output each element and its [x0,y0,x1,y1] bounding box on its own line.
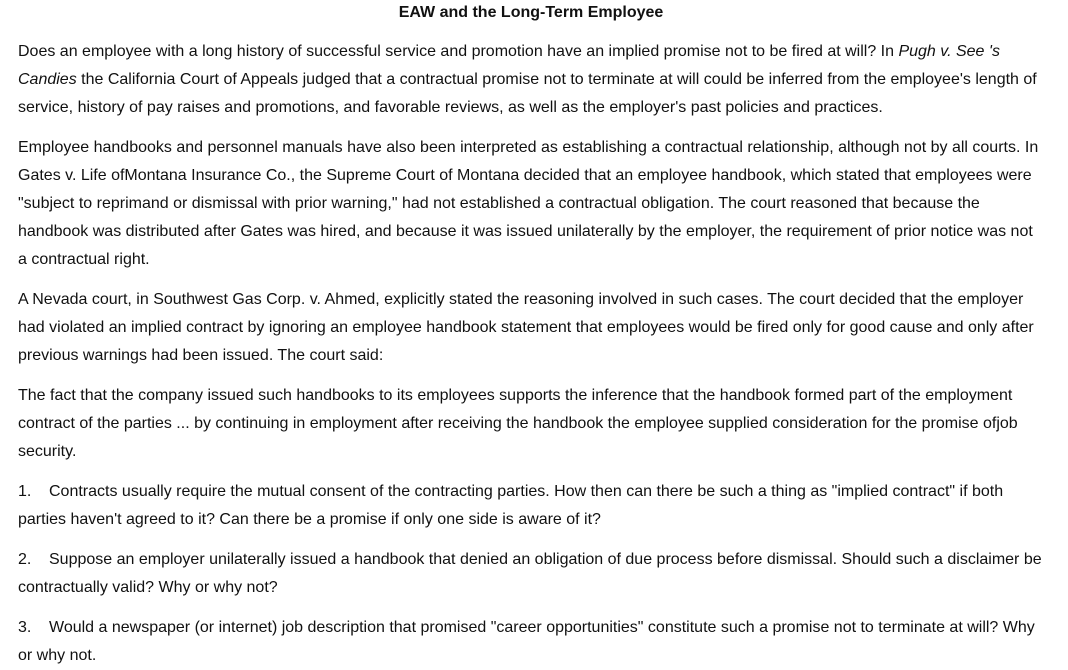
question-text: Contracts usually require the mutual consent of the contracting parties. How then can there be such a thing as "implied contract" if both parties haven't agreed to it? Can there be a promise if only one side is aware of it? [18,483,1004,528]
paragraph-gates-case: Employee handbooks and personnel manuals have also been interpreted as establishing a contractual relationship, although not by all courts. In Gates v. Life ofMontana Insurance Co., the Supreme Court of Montana decided that an employee handbook, which stated that employees were "subject to reprimand or dismissal with prior warning," had not established a contractual obligation. The court reasoned that because the handbook was distributed after Gates was hired, and because it was issued unilaterally by the employer, the requirement of prior notice was not a contractual right. [18,139,1039,268]
question-number: 2. [18,551,32,568]
case-name-pugh: Pugh v. See 's Candies [18,43,1000,88]
paragraph-text: Does an employee with a long history of successful service and promotion have an implied promise not to be fired at will? In [18,43,899,60]
question-text: Would a newspaper (or internet) job description that promised "career opportunities" constitute such a promise not to terminate at will? Why or why not. [18,619,1035,664]
page-title: EAW and the Long-Term Employee [398,4,664,21]
court-quote: The fact that the company issued such handbooks to its employees supports the inference that the handbook formed part of the employment contract of the parties ... by continuing in employment after receiving the handbook the employee supplied consideration for the promise ofjob security. [18,387,1018,460]
question-text: Suppose an employer unilaterally issued a handbook that denied an obligation of due process before dismissal. Should such a disclaimer be contractually valid? Why or why not? [18,551,1042,596]
question-number: 3. [18,619,32,636]
question-item [18,478,1044,534]
question-item [18,546,1044,602]
paragraph-ahmed-case: A Nevada court, in Southwest Gas Corp. v. Ahmed, explicitly stated the reasoning involved in such cases. The court decided that the employer had violated an implied contract by ignoring an employee handbook statement that employees would be fired only for good cause and only after previous warnings had been issued. The court said: [18,291,1034,364]
question-item [18,614,1044,670]
paragraph-text: the California Court of Appeals judged that a contractual promise not to terminate at will could be inferred from the employee's length of service, history of pay raises and promotions, and favorable reviews, as well as the employer's past policies and practices. [18,71,1037,116]
question-number: 1. [18,483,32,500]
paragraph-pugh-case [18,38,1044,122]
